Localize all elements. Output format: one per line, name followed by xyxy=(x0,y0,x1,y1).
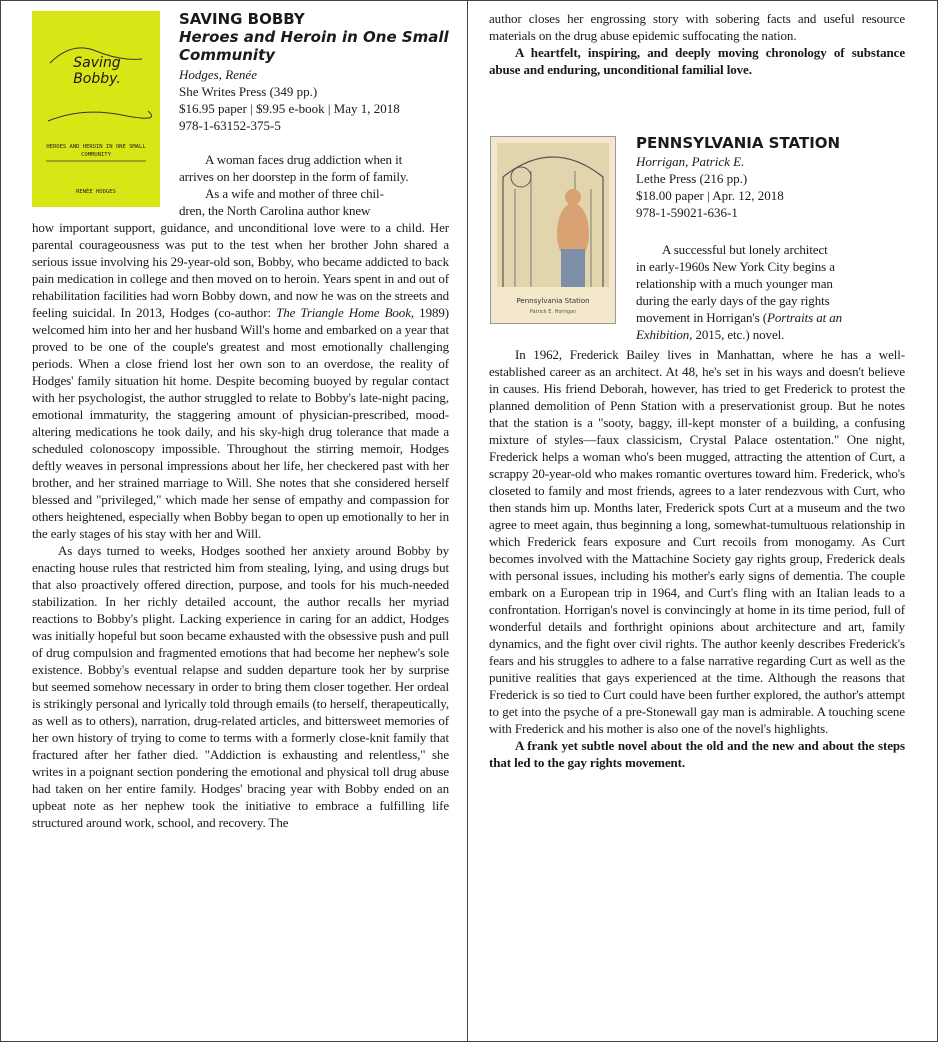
review2-p1-line4: during the early days of the gay rights xyxy=(636,293,830,308)
review1-subtitle: Heroes and Heroin in One Small Community xyxy=(179,28,449,64)
review2-paragraph-2: In 1962, Frederick Bailey lives in Manhattan, where he has a well-established career as an architect. At 48, he's set in his ways and doesn't believe in causes. His friend Deborah, however, has tried to get Frederick to protest the planned demolition of Penn Station with a preservationist group. But he notes that the station is a "sooty, baggy, ill-kept monster of a building, a confusing mixture of styles—faux classicism, Crystal Palace ostentation." One night, Frederick helps a woman who's been mugged, attracting the attention of Curt, a scrappy 20-year-old who makes romantic overtures toward him. Frederick, who's closeted to family and most friends, agrees to a later rendezvous with Curt, who then stands him up. Months later, Frederick spots Curt at a museum and the two agree to meet again, thus beginning a long, somewhat-tumultuous relationship in which Frederick fears exposure and Curt recoils from monogamy. As Curt becomes involved with the Mattachine Society gay rights group, Frederick deals with personal issues, including his mother's early signs of dementia. The couple embark on a European trip in 1964, and Curt's fling with an Italian leads to a confrontation. Horrigan's novel is convincingly at home in its time period, full of wonderful details and forthright opinions about architecture and art, family dynamics, and the fight over civil rights. The author keenly describes Frederick's fears and his struggles to adhere to a false narrative regarding Curt as well as the punitive realities that gays experienced at the time. Although the reasons that Frederick is so tied to Curt could have been further explored, the author's attempt to get into the psyche of a pre-Stonewall gay man is admirable. A touching scene with Frederick and his mother is also one of the novel's highlights. xyxy=(489,347,905,736)
review2-title: PENNSYLVANIA STATION xyxy=(636,134,841,152)
cover-station-illustration xyxy=(491,137,615,293)
review2-author: Horrigan, Patrick E. xyxy=(636,154,745,169)
review1-title: SAVING BOBBY xyxy=(179,10,305,28)
column-divider xyxy=(467,1,468,1041)
cover-title: Saving Bobby. xyxy=(73,55,121,87)
review1-verdict: A heartfelt, inspiring, and deeply moving chronology of substance abuse and enduring, unconditional familial love. xyxy=(489,45,905,77)
review1-author: Hodges, Renée xyxy=(179,67,257,82)
review2-intro xyxy=(636,241,906,343)
cover-author: Patrick E. Horrigan xyxy=(529,309,577,315)
review1-paragraph-2: how important support, guidance, and unconditional love were to a child. Her parental courageousness was put to the test when her brother John shared a serious issue involving his 29-year-old son, Bobby, who became addicted to back pain medication in college and then moved on to heroin. Years spent in and out of rehabilitation facilities had worn Bobby down, and now he was on the streets and feeling suicidal. In 2013, Hodges (co-author: The Triangle Home Book, 1989) welcomed him into her and her husband Will's home and embarked on a year that proved to be one of the couple's greatest and most emotionally challenging periods. When a close friend lost her own son to an overdose, the reality of Hodges' family situation hit home. Despite becoming buoyed by regular contact with her psychologist, the author struggled to relate to Bobby's late-night pacing, emotional immaturity, the staggering amount of physician-prescribed, mood-altering medications he took daily, and his sky-high drug tolerance that made a scheduled colonoscopy impossible. Throughout the stirring memoir, Hodges deftly weaves in personal impressions about her life, her checkered past with her brother, and her strained marriage to Will. She notes that she considered herself blessed and "privileged," which made her sense of empathy and compassion for others heightened, especially when Bobby began to open up emotionally to her in the early stages of his stay with her and Will. xyxy=(32,220,449,541)
review1-body xyxy=(32,219,449,831)
review2-p1-line5: movement in Horrigan's (Portraits at an xyxy=(636,310,843,325)
review1-paragraph-3: As days turned to weeks, Hodges soothed her anxiety around Bobby by enacting house rules that restricted him from stealing, lying, and using drugs but that also proactively offered direction, purpose, and tools for his much-needed stabilization. In her richly detailed account, the author recalls her myriad reactions to Bobby's plight. Lacking experience in caring for an addict, Hodges was initially hopeful but soon became exhausted with the obsessive push and pull of drug compulsion and fragmented emotions that had become her nephew's sole existence. Bobby's eventual relapse and sudden departure took her by surprise but seemed somehow necessary in order to bring them closer together. Her ordeal is strikingly personal and lyrically told through emails (to herself, therapeutically, as well as to others), narration, drug-related articles, and bittersweet memories of her own history of trying to come to terms with a formerly close-knit family that fractured after her father died. "Addiction is exhausting and relentless," she writes in a poignant section pondering the emotional and physical toll drug abuse had taken on her entire family. Hodges' bracing year with Bobby ended on an upbeat note as her nephew took the initiative to embrace a fulfilling life structured around work, school, and recovery. The xyxy=(32,543,449,830)
review2-verdict: A frank yet subtle novel about the old and the new and about the steps that led to the gay rights movement. xyxy=(489,738,905,770)
review2-p1-line2: in early-1960s New York City begins a xyxy=(636,259,835,274)
review1-publisher: She Writes Press (349 pp.) xyxy=(179,84,318,99)
review1-header xyxy=(179,10,449,134)
review2-publisher: Lethe Press (216 pp.) xyxy=(636,171,748,186)
review2-p1-line1: A successful but lonely architect xyxy=(662,242,828,257)
review2-body xyxy=(489,346,905,771)
review2-price: $18.00 paper | Apr. 12, 2018 xyxy=(636,188,784,203)
review1-continuation xyxy=(489,10,905,78)
review2-p1-line3: relationship with a much younger man xyxy=(636,276,833,291)
review1-p1-line1: A woman faces drug addiction when it xyxy=(205,152,403,167)
review2-p1-line6: Exhibition, 2015, etc.) novel. xyxy=(636,327,785,342)
review1-p1-line2: arrives on her doorstep in the form of family. xyxy=(179,169,409,184)
saving-bobby-cover-image xyxy=(32,11,160,207)
review2-isbn: 978-1-59021-636-1 xyxy=(636,205,738,220)
review2-header xyxy=(636,134,906,221)
review1-continued-text: author closes her engrossing story with sobering facts and useful resource materials on the drug abuse epidemic suffocating the nation. xyxy=(489,11,905,43)
review1-price: $16.95 paper | $9.95 e-book | May 1, 2018 xyxy=(179,101,400,116)
review1-p2-line2: dren, the North Carolina author knew xyxy=(179,203,371,218)
review1-p2-line1: As a wife and mother of three chil- xyxy=(205,186,384,201)
cover-subtitle: HEROES AND HEROIN IN ONE SMALL COMMUNITY xyxy=(46,144,146,158)
review1-isbn: 978-1-63152-375-5 xyxy=(179,118,281,133)
cover-title: Pennsylvania Station xyxy=(516,297,590,305)
review1-intro xyxy=(179,151,449,219)
cover-scribble-decoration xyxy=(32,11,160,207)
cover-author: RENÉE HODGES xyxy=(76,189,116,195)
pennsylvania-station-cover-image xyxy=(490,136,616,324)
review1-cited-book: The Triangle Home Book xyxy=(276,305,411,320)
